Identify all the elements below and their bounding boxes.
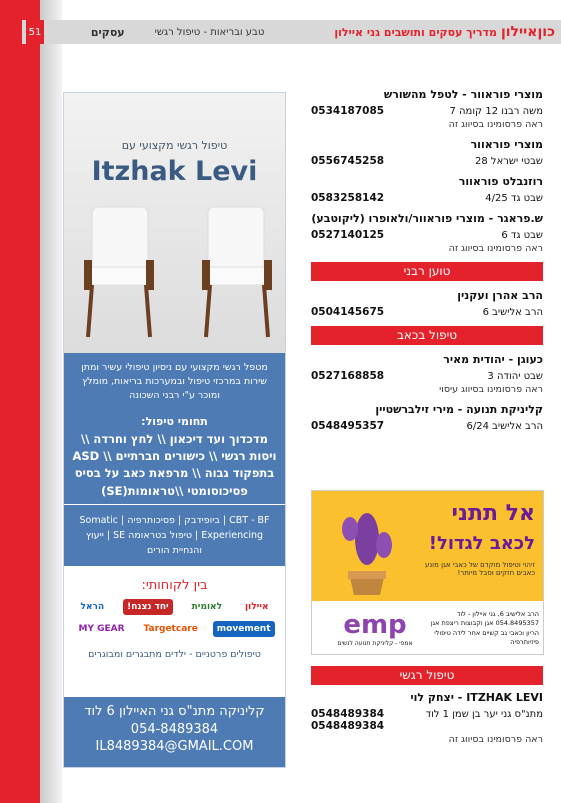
- client-logo: יחד נצנח!: [123, 599, 173, 615]
- business-phone[interactable]: 0556745258: [311, 155, 385, 167]
- client-logo: MY GEAR: [78, 624, 125, 635]
- page-binding: [0, 0, 40, 803]
- business-name: ש.פראגר - מוצרי פוראוור/ולאופרו (ליקוטבע): [311, 212, 543, 225]
- ad-description: מטפל רגשי מקצועי עם ניסיון טיפולי עשיר ומתן שירות במרכזי טיפול ובמערכות בריאות, מומלץ ומוכר ע"י רבני השכונה: [64, 353, 285, 410]
- business-phone[interactable]: 0583258142: [311, 192, 385, 204]
- business-note: ראה פרסומינו בסיווג עיסוי: [439, 384, 543, 395]
- therapy-methods: CBT - BF | ביופידבק | פסיכותרפיה | Somatic Experiencing | טיפול בטראומה SE | ייעוץ והנחיית הורים: [64, 504, 285, 567]
- chair-illustration-left: [84, 205, 154, 340]
- emp-headline-2: לכאב לגדול!: [428, 533, 535, 554]
- business-name: כעוגן - יהודית מאיר: [443, 353, 543, 366]
- clinic-address: קליניקה מתנ"ס גני האיילון 6 לוד: [84, 704, 265, 719]
- business-phone[interactable]: 0504145675: [311, 306, 385, 318]
- business-phone[interactable]: 0527168858: [311, 370, 385, 382]
- emotional-section: [311, 666, 543, 753]
- clinic-email[interactable]: IL8489384@GMAIL.COM: [95, 739, 254, 755]
- ad-photo-area: [64, 93, 285, 353]
- client-logo: לאומית: [191, 602, 223, 613]
- emp-tagline: אמפי - קליניקת תנועה לנשים: [337, 640, 413, 647]
- emp-ad-banner: [312, 491, 543, 601]
- list-item: [311, 289, 543, 318]
- page-header: [22, 20, 561, 44]
- treatment-areas-title: תחומי טיפול:: [141, 415, 208, 429]
- client-logo: movement: [213, 621, 275, 637]
- business-phone[interactable]: 0527140125: [311, 229, 385, 241]
- business-name: קליניקת תנועה - מירי זילברשטיין: [375, 403, 543, 416]
- category-title: טבע ובריאות - טיפול רגשי: [154, 26, 265, 38]
- list-item: [311, 175, 543, 204]
- client-logo: Targetcare: [143, 624, 198, 635]
- treatment-areas: [64, 410, 285, 504]
- emp-ad: [311, 490, 544, 655]
- treatment-areas-list: מדכדוך ועד דיכאון \\ לחץ וחרדה \\ ויסות רגשי \\ כישורים חברתיים \\ ASD בתפקוד גבוה \\ מרפאת כאב על בסיס פסיכוסומטי \\טראומות(SE): [72, 431, 277, 498]
- business-name: מוצרי פוראוור: [470, 138, 543, 151]
- cactus-icon: [338, 499, 396, 597]
- business-address: שבט גד 6: [501, 230, 543, 241]
- business-name: הרב אהרן ועקנין: [457, 289, 543, 302]
- emp-subtext: זיהוי וטיפול מוקדם של כאבי אגן מונע כאבים חזקים וסבל מיותר!: [425, 561, 535, 577]
- emp-logo-block: [325, 610, 425, 647]
- business-phone[interactable]: 0534187085: [311, 105, 385, 117]
- business-phone-secondary[interactable]: 0548489384: [311, 720, 385, 732]
- emp-logo: emp: [343, 610, 407, 640]
- business-address: הרב אלישיב 6: [482, 307, 543, 318]
- list-item: [311, 212, 543, 254]
- client-logo: הראל: [80, 602, 105, 613]
- list-item: [311, 403, 543, 432]
- section-header-toen: טוען רבני: [311, 262, 543, 281]
- section-header-pain: טיפול בכאב: [311, 326, 543, 345]
- ayalon-logo: כוןאיילון: [500, 24, 555, 40]
- business-address: שבט גד 4/25: [485, 193, 543, 204]
- ad-therapist-name: Itzhak Levi: [91, 156, 258, 187]
- list-item: [311, 88, 543, 130]
- page-number: 51: [26, 20, 44, 44]
- business-note: ראה פרסומינו בסיווג זה: [448, 734, 543, 745]
- clients-title: בין לקוחותי:: [141, 578, 208, 594]
- emp-info: הרב אלישיב 6, גני איילון - לוד 054.8495357 אגן וקבוצות ריצפת אגן הריון וכאבי גב קשיים אחר לידה טיפולי פיזיותרפיה: [430, 610, 539, 646]
- list-item: [311, 138, 543, 167]
- emp-ad-footer: [312, 601, 543, 655]
- business-note: ראה פרסומינו בסיווג זה: [448, 119, 543, 130]
- business-address: מתנ"ס גני יער בן שמן 1 לוד: [425, 709, 543, 720]
- chair-illustration-right: [202, 205, 272, 340]
- client-logo: איילון: [245, 602, 269, 613]
- business-address: משה רבנו 12 קומה 7: [449, 106, 543, 117]
- emp-headline-1: אל תתני: [451, 501, 535, 526]
- business-name: ITZHAK LEVI - יצחק לוי: [410, 691, 543, 704]
- client-logos: [64, 593, 285, 643]
- itzhak-levi-ad: [63, 92, 286, 768]
- business-phone[interactable]: 0548495357: [311, 420, 385, 432]
- ad-workshops: טיפולים פרטניים - ילדים מתבגרים ומבוגרים: [88, 649, 261, 661]
- business-name: מוצרי פוראוור - לטפל מהשורש: [383, 88, 543, 101]
- section-header-emotional: טיפול רגשי: [311, 666, 543, 685]
- ad-subtitle: טיפול רגשי מקצועי עם: [121, 139, 228, 152]
- guide-title: מדריך עסקים ותושבים גני איילון: [334, 25, 497, 39]
- page-binding-shadow: [40, 0, 62, 803]
- business-note: ראה פרסומינו בסיווג זה: [448, 243, 543, 254]
- business-address: שבטי ישראל 28: [474, 156, 543, 167]
- business-address: הרב אלישיב 6/24: [466, 421, 543, 432]
- clinic-phone[interactable]: 054-8489384: [130, 721, 219, 737]
- listings-column: [311, 88, 543, 440]
- ad-contact: [64, 697, 285, 767]
- business-phone[interactable]: 0548489384: [311, 708, 385, 720]
- list-item: [311, 691, 543, 745]
- business-address: שבט יהודה 3: [487, 371, 543, 382]
- business-name: רוזנבלט פוראוור: [458, 175, 543, 188]
- list-item: [311, 353, 543, 395]
- section-title: עסקים: [90, 25, 125, 39]
